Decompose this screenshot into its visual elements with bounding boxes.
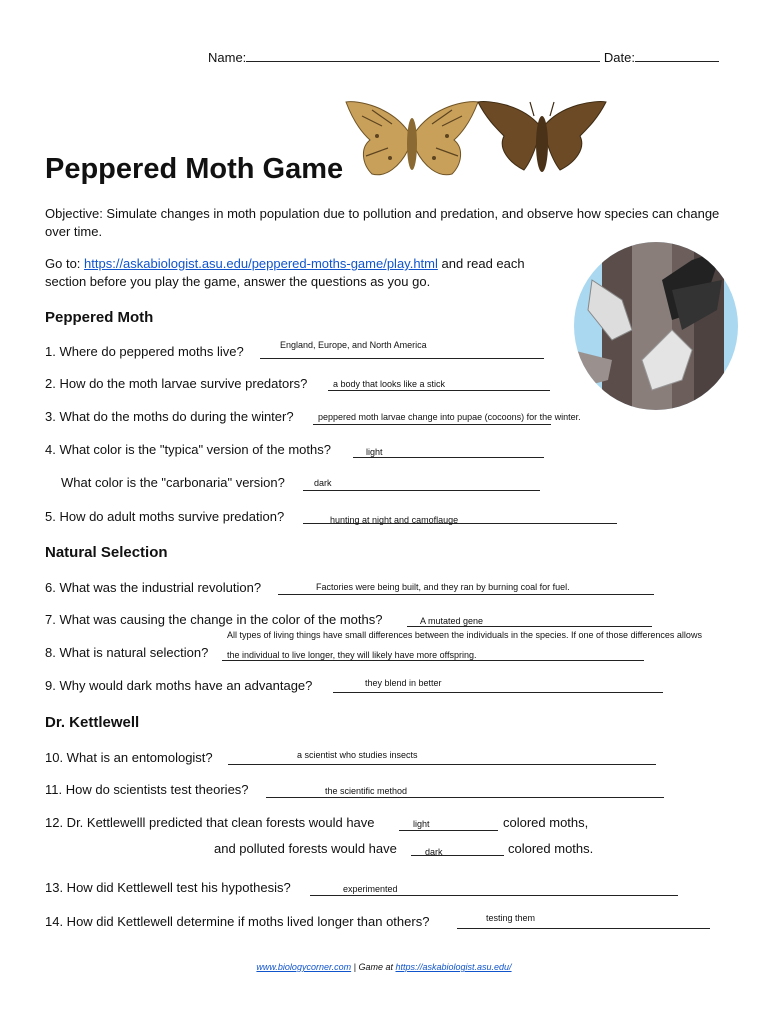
goto-prefix: Go to: — [45, 256, 85, 271]
answer-12a: light — [413, 819, 430, 829]
answer-4b-line[interactable] — [303, 490, 540, 491]
name-field — [208, 47, 719, 65]
question-7: 7. What was causing the change in the color of the moths? — [45, 612, 383, 627]
answer-4b: dark — [314, 478, 332, 488]
name-label: Name: — [208, 50, 247, 65]
goto-instructions — [45, 255, 565, 291]
answer-14: testing them — [486, 913, 536, 923]
question-12a-end: colored moths, — [503, 815, 589, 830]
page-title: Peppered Moth Game — [45, 153, 344, 185]
answer-4: light — [366, 447, 383, 457]
goto-line2: section before you play the game, answer the questions as you go. — [45, 274, 431, 289]
footer-link-askabiologist[interactable]: https://askabiologist.asu.edu/ — [395, 962, 512, 972]
answer-12b: dark — [425, 847, 443, 857]
answer-8-top: All types of living things have small differences between the individuals in the species. If one of those differences allows — [227, 630, 702, 640]
question-3: 3. What do the moths do during the winter? — [45, 409, 294, 424]
question-6: 6. What was the industrial revolution? — [45, 580, 262, 595]
footer-separator: | Game at — [351, 962, 396, 972]
question-1: 1. Where do peppered moths live? — [45, 344, 244, 359]
answer-4-line[interactable] — [353, 457, 544, 458]
date-blank[interactable] — [635, 47, 719, 62]
light-moth-icon — [346, 102, 478, 175]
question-13: 13. How did Kettlewell test his hypothesis? — [45, 880, 291, 895]
question-9: 9. Why would dark moths have an advantage? — [45, 678, 313, 693]
answer-7-line[interactable] — [407, 626, 652, 627]
answer-7: A mutated gene — [420, 616, 484, 626]
answer-13-line[interactable] — [310, 895, 678, 896]
name-blank[interactable] — [246, 47, 600, 62]
question-12b-end: colored moths. — [508, 841, 594, 856]
question-12a: 12. Dr. Kettlewelll predicted that clean forests would have — [45, 815, 375, 830]
moth-images — [342, 96, 607, 186]
question-4: 4. What color is the "typica" version of the moths? — [45, 442, 331, 457]
question-8: 8. What is natural selection? — [45, 645, 209, 660]
answer-9-line[interactable] — [333, 692, 663, 693]
answer-13: experimented — [343, 884, 398, 894]
answer-12a-line[interactable] — [399, 830, 498, 831]
answer-8-line[interactable] — [222, 660, 644, 661]
answer-2: a body that looks like a stick — [333, 379, 446, 389]
footer-link-biologycorner[interactable]: www.biologycorner.com — [256, 962, 352, 972]
section-heading-peppered-moth: Peppered Moth — [45, 309, 154, 326]
answer-2-line[interactable] — [328, 390, 550, 391]
answer-6-line[interactable] — [278, 594, 654, 595]
answer-11-line[interactable] — [266, 797, 664, 798]
question-11: 11. How do scientists test theories? — [45, 782, 249, 797]
answer-1: England, Europe, and North America — [280, 340, 427, 350]
answer-11: the scientific method — [325, 786, 408, 796]
answer-10: a scientist who studies insects — [297, 750, 418, 760]
answer-5: hunting at night and camoflauge — [330, 515, 459, 525]
goto-suffix: and read each — [437, 256, 525, 271]
answer-14-line[interactable] — [457, 928, 710, 929]
objective-text: Objective: Simulate changes in moth population due to pollution and predation, and observe how species can change over time. — [45, 206, 720, 239]
answer-9: they blend in better — [365, 678, 442, 688]
date-label: Date: — [603, 50, 635, 65]
answer-3: peppered moth larvae change into pupae (cocoons) for the winter. — [318, 412, 581, 422]
answer-8: the individual to live longer, they will likely have more offspring. — [227, 650, 477, 660]
question-2: 2. How do the moth larvae survive predators? — [45, 376, 308, 391]
answer-10-line[interactable] — [228, 764, 656, 765]
moth-on-tree-illustration — [572, 240, 740, 412]
section-heading-dr-kettlewell: Dr. Kettlewell — [45, 714, 140, 731]
answer-1-line[interactable] — [260, 358, 544, 359]
question-5: 5. How do adult moths survive predation? — [45, 509, 285, 524]
question-12b: and polluted forests would have — [214, 841, 397, 856]
game-link[interactable]: https://askabiologist.asu.edu/peppered-moths-game/play.html — [84, 256, 438, 271]
question-14: 14. How did Kettlewell determine if moths lived longer than others? — [45, 914, 430, 929]
answer-3-line[interactable] — [313, 424, 551, 425]
section-heading-natural-selection: Natural Selection — [45, 544, 168, 561]
question-4b: What color is the "carbonaria" version? — [61, 475, 285, 490]
question-10: 10. What is an entomologist? — [45, 750, 213, 765]
answer-6: Factories were being built, and they ran by burning coal for fuel. — [316, 582, 570, 592]
dark-moth-icon — [478, 102, 606, 172]
footer — [0, 962, 768, 972]
